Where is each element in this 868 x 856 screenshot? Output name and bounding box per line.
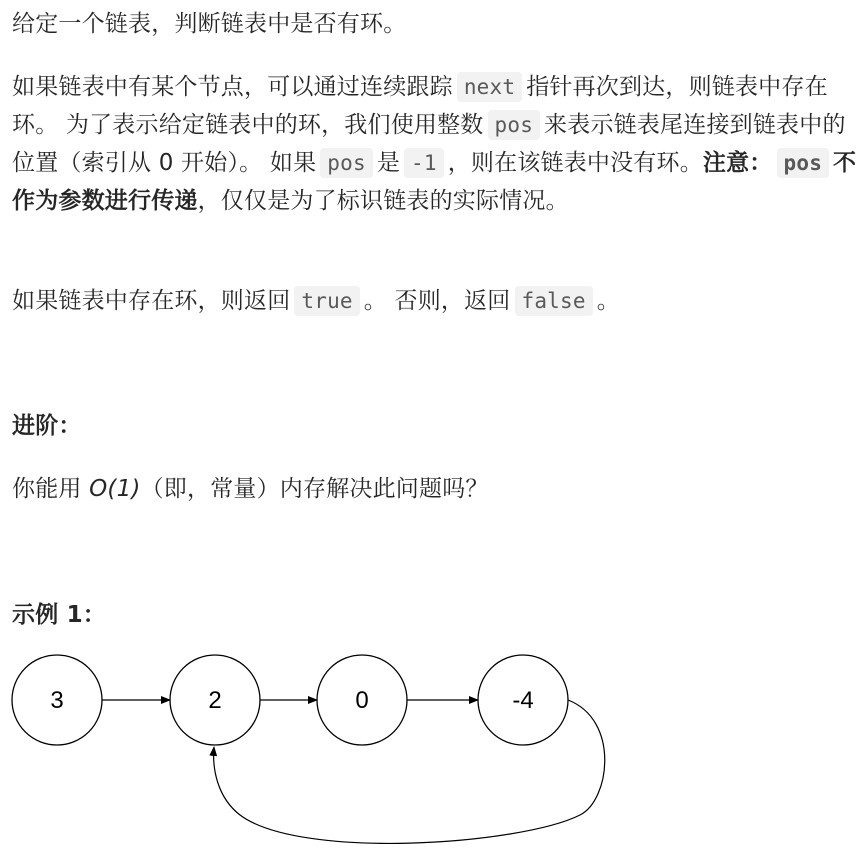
example-heading: 示例 1： (12, 602, 107, 628)
list-node-2 (170, 655, 260, 745)
list-node-1 (12, 655, 102, 745)
text: ，仅仅是为了标识链表的实际情况。 (197, 188, 569, 214)
list-node-4 (478, 655, 568, 745)
advanced-heading: 进阶： (12, 413, 82, 439)
text: ，则在该链表中没有环。 (447, 150, 703, 176)
advanced-paragraph (12, 470, 489, 508)
complexity: O(1) (89, 476, 141, 502)
node-value: 3 (50, 687, 64, 714)
inline-code-next: next (457, 72, 522, 102)
node-value: -4 (512, 687, 534, 714)
note-label: 注意： (702, 150, 773, 176)
return-paragraph (12, 282, 620, 320)
list-node-3 (317, 655, 407, 745)
text: 如果链表中存在环，则返回 (12, 288, 291, 314)
definition-paragraph (12, 68, 862, 220)
text: 你能用 (12, 476, 82, 502)
inline-code-pos: pos (777, 148, 830, 178)
linked-list-diagram (0, 650, 868, 856)
note-text: 不作为参数进行传递 (12, 150, 857, 214)
node-value: 0 (355, 687, 369, 714)
text: 是 (376, 150, 401, 176)
text: 。 否则，返回 (363, 288, 511, 314)
inline-code-true: true (294, 286, 359, 316)
text: 如果链表中有某个节点，可以通过连续跟踪 (12, 74, 453, 100)
text: 来表示链表尾连接到链表中的位置（索引从 0 开始）。 如果 (12, 112, 846, 176)
text: 指针再次到达，则链表中存在环。 为了表示给定链表中的环，我们使用整数 (12, 74, 828, 138)
intro-paragraph: 给定一个链表，判断链表中是否有环。 (12, 11, 407, 37)
inline-code-pos: pos (488, 110, 541, 140)
inline-code-minus-one: -1 (404, 148, 444, 178)
text: 。 (596, 288, 620, 314)
node-value: 2 (208, 687, 222, 714)
inline-code-false: false (515, 286, 593, 316)
inline-code-pos: pos (320, 148, 373, 178)
text: （即，常量）内存解决此问题吗？ (140, 476, 489, 502)
